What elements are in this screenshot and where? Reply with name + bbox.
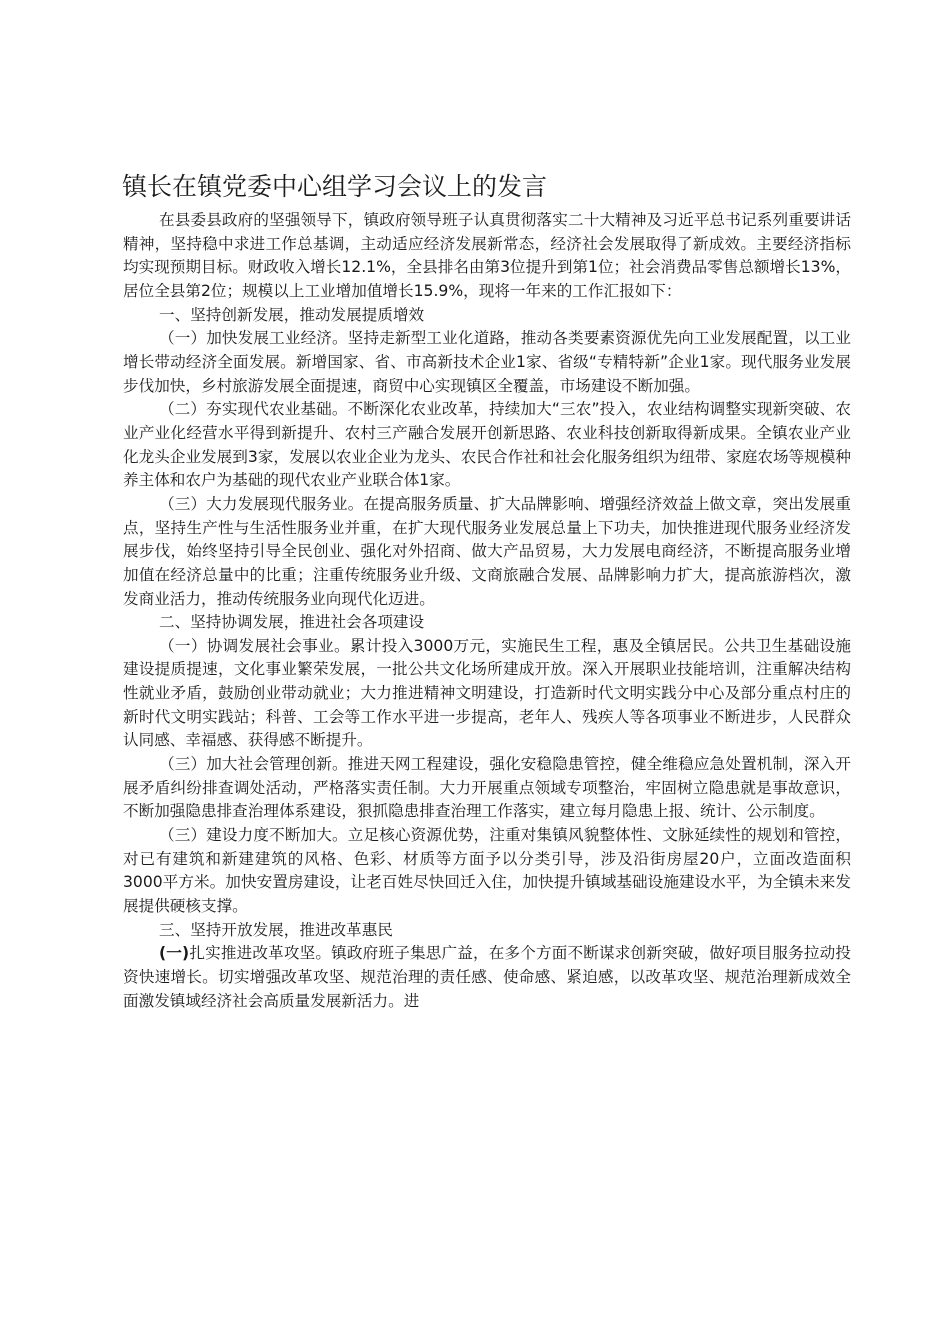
document-title: 镇长在镇党委中心组学习会议上的发言: [122, 171, 548, 201]
paragraph-2-3: （三）建设力度不断加大。立足核心资源优势，注重对集镇风貌整体性、文脉延续性的规划和管控，对已有建筑和新建建筑的风格、色彩、材质等方面予以分类引导，涉及沿街房屋20户，立面改造面积3000平方米。加快安置房建设，让老百姓尽快回迁入住，加快提升镇域基础设施建设水平，为全镇未来发展提供硬核支撑。: [123, 826, 851, 916]
paragraph-1-3: （三）大力发展现代服务业。在提高服务质量、扩大品牌影响、增强经济效益上做文章，突出发展重点，坚持生产性与生活性服务业并重，在扩大现代服务业发展总量上下功夫，加快推进现代服务业经济发展步伐，始终坚持引导全民创业、强化对外招商、做大产品贸易，大力发展电商经济，不断提高服务业增加值在经济总量中的比重；注重传统服务业升级、文商旅融合发展、品牌影响力扩大，提高旅游档次，激发商业活力，推动传统服务业向现代化迈进。: [123, 494, 851, 608]
paragraph-2-1: （一）协调发展社会事业。累计投入3000万元，实施民生工程，惠及全镇居民。公共卫生基础设施建设提质提速，文化事业繁荣发展，一批公共文化场所建成开放。深入开展职业技能培训，注重解决结构性就业矛盾，鼓励创业带动就业；大力推进精神文明建设，打造新时代文明实践分中心及部分重点村庄的新时代文明实践站；科普、工会等工作水平进一步提高，老年人、残疾人等各项事业不断进步，人民群众认同感、幸福感、获得感不断提升。: [123, 636, 851, 750]
intro-paragraph: 在县委县政府的坚强领导下，镇政府领导班子认真贯彻落实二十大精神及习近平总书记系列重要讲话精神，坚持稳中求进工作总基调，主动适应经济发展新常态，经济社会发展取得了新成效。主要经济指标均实现预期目标。财政收入增长12.1%，全县排名由第3位提升到第1位；社会消费品零售总额增长13%，居位全县第2位；规模以上工业增加值增长15.9%，现将一年来的工作汇报如下：: [123, 211, 851, 300]
section-heading-2: 二、坚持协调发展，推进社会各项建设: [159, 613, 425, 632]
paragraph-2-2: （三）加大社会管理创新。推进天网工程建设，强化安稳隐患管控，健全维稳应急处置机制，深入开展矛盾纠纷排查调处活动，严格落实责任制。大力开展重点领域专项整治，牢固树立隐患就是事故意识，不断加强隐患排查治理体系建设，狠抓隐患排查治理工作落实，建立每月隐患上报、统计、公示制度。: [123, 755, 851, 821]
section-heading-3: 三、坚持开放发展，推进改革惠民: [159, 920, 393, 939]
paragraph-1-2: （二）夯实现代农业基础。不断深化农业改革，持续加大“三农”投入，农业结构调整实现新突破、农业产业化经营水平得到新提升、农村三产融合发展开创新思路、农业科技创新取得新成果。全镇农业产业化龙头企业发展到3家，发展以农业企业为龙头、农民合作社和社会化服务组织为纽带、家庭农场等规模种养主体和农户为基础的现代农业产业联合体1家。: [123, 400, 851, 490]
section-heading-1: 一、坚持创新发展，推动发展提质增效: [159, 305, 425, 324]
document-body: [123, 209, 851, 1013]
paragraph-1-1: （一）加快发展工业经济。坚持走新型工业化道路，推动各类要素资源优先向工业发展配置，以工业增长带动经济全面发展。新增国家、省、市高新技术企业1家、省级“专精特新”企业1家。现代服务业发展步伐加快，乡村旅游发展全面提速，商贸中心实现镇区全覆盖，市场建设不断加强。: [123, 329, 851, 395]
paragraph-3-1: [123, 942, 851, 1013]
paragraph-3-1-text: 扎实推进改革攻坚。镇政府班子集思广益，在多个方面不断谋求创新突破，做好项目服务拉动投资快速增长。切实增强改革攻坚、规范治理的责任感、使命感、紧迫感，以改革攻坚、规范治理新成效全面激发镇域经济社会高质量发展新活力。进: [123, 944, 851, 1010]
paragraph-3-1-lead: (一): [159, 944, 190, 963]
